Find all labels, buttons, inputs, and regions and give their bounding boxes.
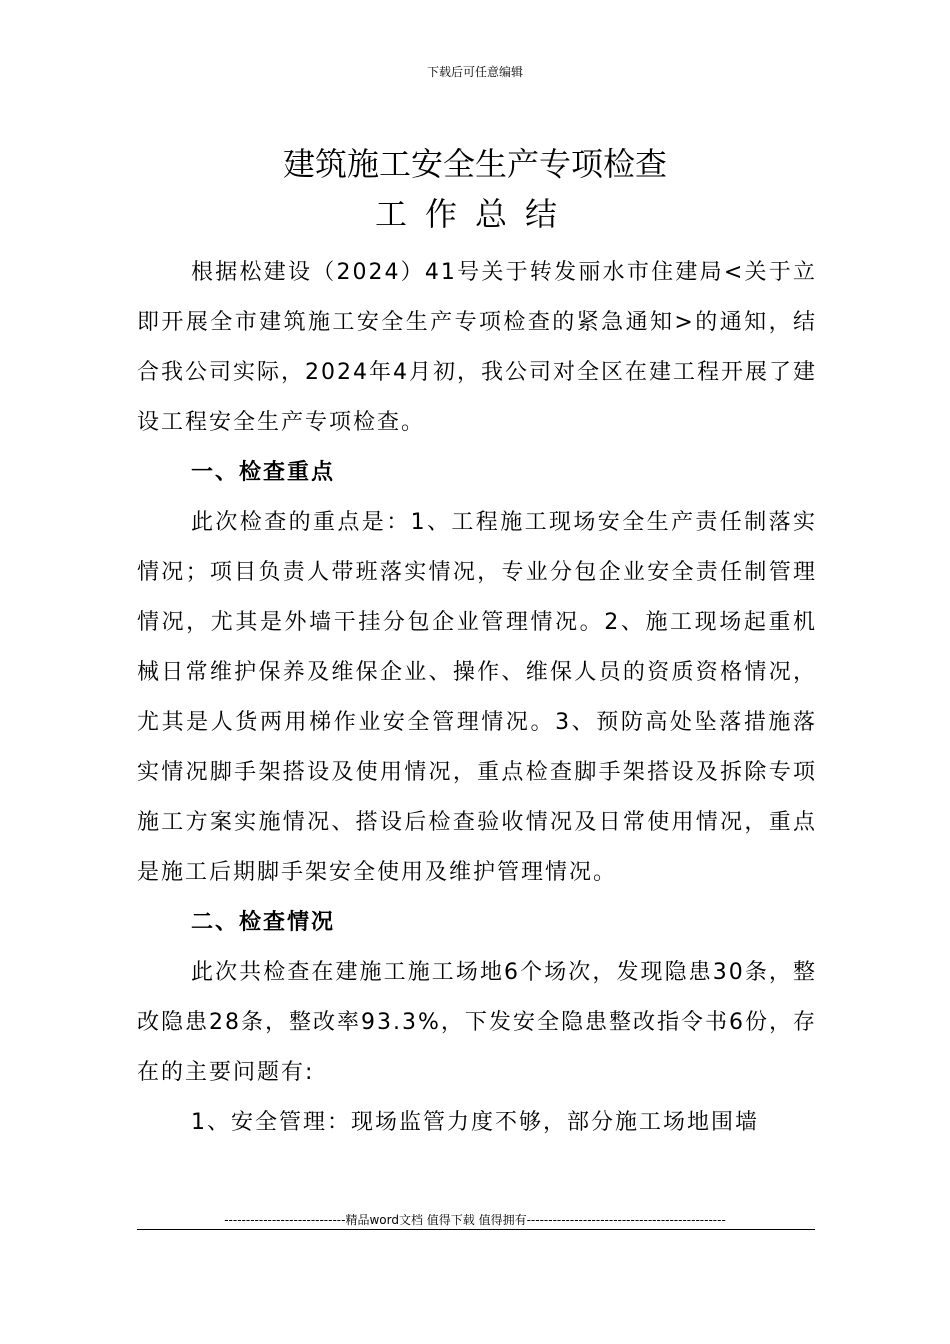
document-body xyxy=(137,248,817,1148)
section-heading-2: 二、检查情况 xyxy=(191,910,336,935)
item-paragraph-1: 1、安全管理：现场监管力度不够，部分施工场地围墙 xyxy=(191,1110,759,1135)
header-note: 下载后可任意编辑 xyxy=(426,65,523,79)
intro-paragraph: 根据松建设（2024）41号关于转发丽水市住建局<关于立即开展全市建筑施工安全生产专项检查的紧急通知>的通知，结合我公司实际，2024年4月初，我公司对全区在建工程开展了建设工程安全生产专项检查。 xyxy=(137,260,817,435)
footer-note: ----------------------------精品word文档 值得下载 值得拥有---------------------------------------------- xyxy=(224,1213,726,1227)
section-paragraph-2: 此次共检查在建施工施工场地6个场次，发现隐患30条，整改隐患28条，整改率93.3%，下发安全隐患整改指令书6份，存在的主要问题有: xyxy=(137,960,817,1085)
document-subtitle: 工作总结 xyxy=(374,195,575,233)
section-paragraph-1: 此次检查的重点是：1、工程施工现场安全生产责任制落实情况；项目负责人带班落实情况，专业分包企业安全责任制管理情况，尤其是外墙干挂分包企业管理情况。2、施工现场起重机械日常维护保养及维保企业、操作、维保人员的资质资格情况，尤其是人货两用梯作业安全管理情况。3、预防高处坠落措施落实情况脚手架搭设及使用情况，重点检查脚手架搭设及拆除专项施工方案实施情况、搭设后检查验收情况及日常使用情况，重点是施工后期脚手架安全使用及维护管理情况。 xyxy=(137,510,817,885)
section-heading-1: 一、检查重点 xyxy=(191,460,336,485)
document-title: 建筑施工安全生产专项检查 xyxy=(282,145,667,183)
footer-divider xyxy=(137,1229,815,1230)
